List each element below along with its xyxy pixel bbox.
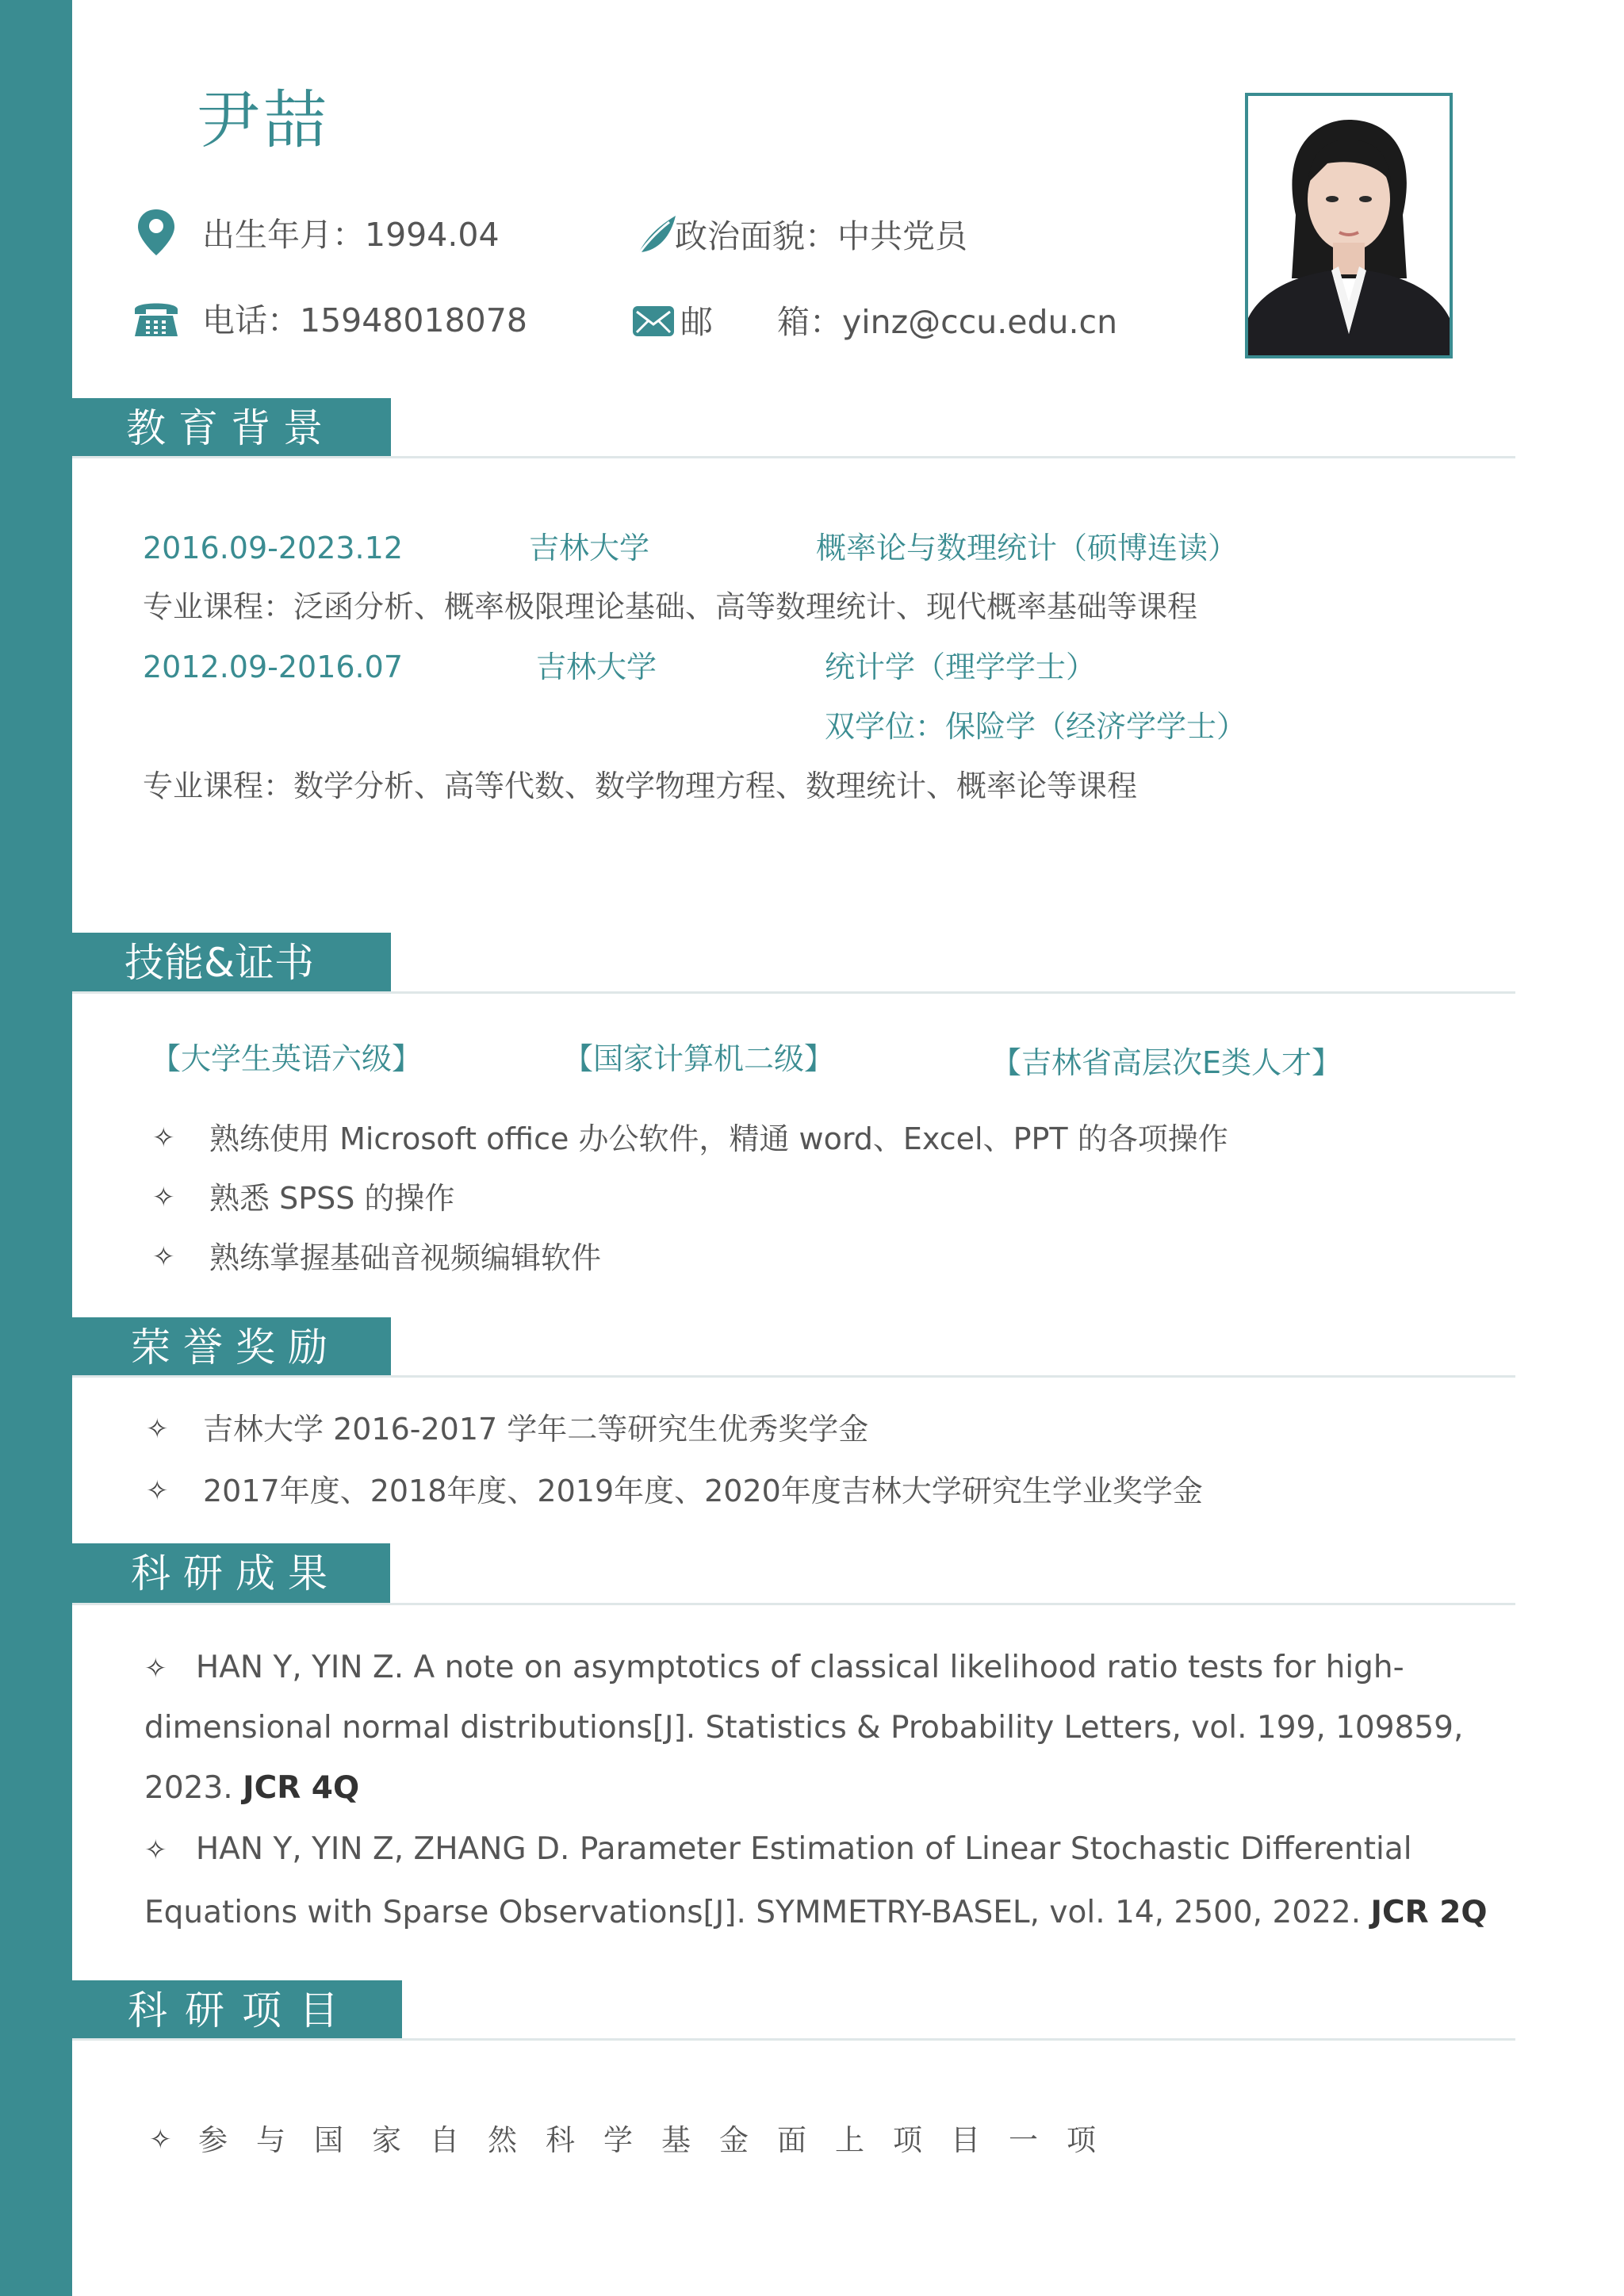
location-pin-icon <box>135 208 178 257</box>
bullet-icon: ✧ <box>146 1413 169 1445</box>
honor-item: 2017年度、2018年度、2019年度、2020年度吉林大学研究生学业奖学金 <box>203 1474 1203 1508</box>
cert-talent: 【吉林省高层次E类人才】 <box>991 1045 1342 1080</box>
skill-item: 熟悉 SPSS 的操作 <box>209 1181 455 1216</box>
paper-2-citation: Equations with Sparse Observations[J]. SYMMETRY-BASEL, vol. 14, 2500, 2022. <box>144 1895 1362 1930</box>
person-name: 尹喆 <box>197 83 330 157</box>
section-header-research: 科研成果 <box>72 1543 390 1604</box>
paper-1-line-2: dimensional normal distributions[J]. Statistics & Probability Letters, vol. 199, 109859, <box>144 1710 1464 1746</box>
project-item: 参与国家自然科学基金面上项目一项 <box>198 2123 1124 2157</box>
education-2-courses: 专业课程：数学分析、高等代数、数学物理方程、数理统计、概率论等课程 <box>143 769 1138 803</box>
telephone-icon <box>132 297 181 338</box>
paper-2-jcr-badge: JCR 2Q <box>1370 1895 1488 1930</box>
education-2-minor: 双学位：保险学（经济学学士） <box>825 709 1247 744</box>
education-1-dates: 2016.09-2023.12 <box>143 531 403 565</box>
political-status: 政治面貌：中共党员 <box>675 217 967 255</box>
section-divider <box>72 2038 1515 2041</box>
email-label: 邮 <box>680 303 713 341</box>
paper-1-line-3 <box>144 1770 360 1806</box>
section-divider <box>72 1375 1515 1378</box>
bullet-icon: ✧ <box>149 2124 172 2156</box>
profile-photo <box>1245 93 1453 358</box>
envelope-icon <box>632 305 675 337</box>
left-accent-bar <box>0 0 72 2296</box>
paper-2-line-1 <box>144 1831 1412 1867</box>
section-header-projects: 科研项目 <box>72 1980 402 2041</box>
bullet-icon: ✧ <box>146 1475 169 1507</box>
birth-date: 出生年月：1994.04 <box>202 216 500 254</box>
bullet-icon: ✧ <box>152 1122 175 1154</box>
skill-item: 熟练使用 Microsoft office 办公软件，精通 word、Excel、PPT 的各项操作 <box>209 1121 1228 1156</box>
cert-computer: 【国家计算机二级】 <box>563 1041 835 1076</box>
honor-item: 吉林大学 2016-2017 学年二等研究生优秀奖学金 <box>203 1412 869 1447</box>
leaf-icon <box>631 213 679 262</box>
paper-1-year: 2023. <box>144 1770 233 1806</box>
section-divider <box>72 1603 1515 1605</box>
section-header-honors: 荣誉奖励 <box>72 1317 391 1378</box>
paper-1-jcr-badge: JCR 4Q <box>243 1770 360 1806</box>
cert-cet6: 【大学生英语六级】 <box>151 1041 423 1076</box>
section-divider <box>72 991 1515 994</box>
bullet-icon: ✧ <box>152 1182 175 1213</box>
skill-item: 熟练掌握基础音视频编辑软件 <box>209 1240 602 1275</box>
section-header-education: 教育背景 <box>72 398 391 458</box>
paper-1-text: HAN Y, YIN Z. A note on asymptotics of classical likelihood ratio tests for high- <box>195 1650 1404 1685</box>
education-2-major: 统计学（理学学士） <box>825 650 1097 684</box>
paper-2-text: HAN Y, YIN Z, ZHANG D. Parameter Estimation of Linear Stochastic Differential <box>195 1831 1412 1867</box>
education-1-school: 吉林大学 <box>529 531 650 565</box>
paper-2-line-2 <box>144 1897 1488 1928</box>
paper-1-line-1 <box>144 1652 1404 1683</box>
bullet-icon: ✧ <box>144 1653 167 1685</box>
education-1-courses: 专业课程：泛函分析、概率极限理论基础、高等数理统计、现代概率基础等课程 <box>143 589 1198 624</box>
phone-number: 电话：15948018078 <box>202 301 527 339</box>
email-address: 箱：yinz@ccu.edu.cn <box>777 303 1118 341</box>
education-1-major: 概率论与数理统计（硕博连读） <box>816 531 1239 565</box>
bullet-icon: ✧ <box>144 1834 167 1866</box>
portrait-image <box>1248 96 1450 355</box>
section-divider <box>72 456 1515 458</box>
education-2-school: 吉林大学 <box>536 650 657 684</box>
education-2-dates: 2012.09-2016.07 <box>143 650 403 684</box>
bullet-icon: ✧ <box>152 1241 175 1273</box>
section-header-skills: 技能&证书 <box>72 933 391 993</box>
